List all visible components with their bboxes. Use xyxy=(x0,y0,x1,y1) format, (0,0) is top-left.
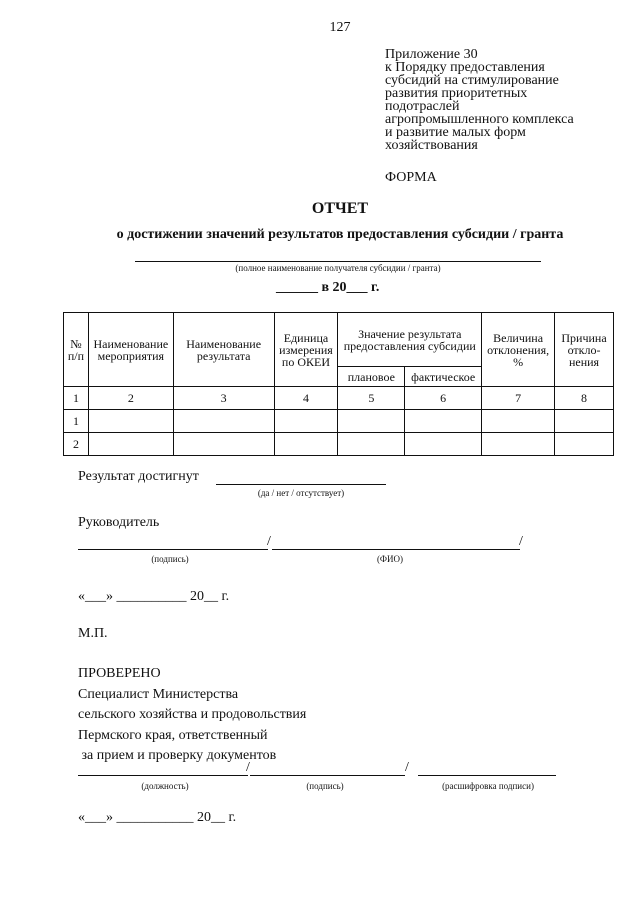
index-cell: 7 xyxy=(482,387,555,410)
checked-line: ПРОВЕРЕНО xyxy=(78,666,161,681)
signature-caption: (подпись) xyxy=(306,781,344,791)
position-field[interactable] xyxy=(78,775,248,776)
head-signature-field[interactable] xyxy=(78,549,268,550)
separator-slash: / xyxy=(267,534,271,549)
checked-block xyxy=(78,664,306,767)
index-cell: 6 xyxy=(405,387,482,410)
table-index-row xyxy=(64,387,614,410)
appendix-line: развития приоритетных xyxy=(385,86,528,101)
separator-slash: / xyxy=(246,760,250,775)
date-line: «___» ___________ 20__ г. xyxy=(78,810,237,825)
table-cell[interactable] xyxy=(338,410,405,433)
appendix-line: и развитие малых форм xyxy=(385,125,526,140)
table-cell[interactable] xyxy=(405,433,482,456)
header-num: № п/п xyxy=(64,313,89,387)
table-cell[interactable] xyxy=(88,433,173,456)
recipient-line xyxy=(135,261,541,262)
checked-line: за прием и проверку документов xyxy=(78,748,277,763)
separator-slash: / xyxy=(405,760,409,775)
index-cell: 3 xyxy=(173,387,274,410)
header-result: Наименование результата xyxy=(173,313,274,387)
position-caption: (должность) xyxy=(141,781,189,791)
checked-line: сельского хозяйства и продовольствия xyxy=(78,707,307,722)
table-cell[interactable] xyxy=(274,433,338,456)
form-label: ФОРМА xyxy=(385,170,437,185)
stamp-place: М.П. xyxy=(78,626,108,641)
table-cell[interactable] xyxy=(88,410,173,433)
table-cell[interactable] xyxy=(555,433,614,456)
header-actual: фактическое xyxy=(405,367,482,387)
table-cell: 2 xyxy=(64,433,89,456)
appendix-line: субсидий на стимулирование xyxy=(385,73,559,88)
checked-line: Специалист Министерства xyxy=(78,686,239,702)
table-cell[interactable] xyxy=(173,410,274,433)
index-cell: 1 xyxy=(64,387,89,410)
appendix-line: хозяйствования xyxy=(385,138,478,153)
signature-caption: (подпись) xyxy=(151,554,189,564)
fio-caption: (ФИО) xyxy=(376,554,404,564)
appendix-line: к Порядку предоставления xyxy=(385,60,545,75)
checked-line: Пермского края, ответственный xyxy=(78,727,268,743)
appendix-line: агропромышленного комплекса xyxy=(385,112,574,127)
table-cell[interactable] xyxy=(173,433,274,456)
appendix-line: Приложение 30 xyxy=(385,47,478,62)
header-planned: плановое xyxy=(338,367,405,387)
report-subtitle: о достижении значений результатов предоставления субсидии / гранта xyxy=(116,227,564,242)
result-achieved-field[interactable] xyxy=(216,484,386,485)
report-period: ______ в 20___ г. xyxy=(276,280,380,295)
report-title: ОТЧЕТ xyxy=(311,200,369,217)
head-label: Руководитель xyxy=(78,515,160,530)
table-cell[interactable] xyxy=(482,433,555,456)
recipient-caption: (полное наименование получателя субсидии / гранта) xyxy=(235,263,441,273)
date-line: «___» __________ 20__ г. xyxy=(78,589,230,604)
separator-slash: / xyxy=(519,534,523,549)
table-cell[interactable] xyxy=(274,410,338,433)
header-reason: Причина откло-нения xyxy=(555,313,614,387)
index-cell: 5 xyxy=(338,387,405,410)
result-achieved-label: Результат достигнут xyxy=(78,469,199,484)
table-row xyxy=(64,433,614,456)
index-cell: 8 xyxy=(555,387,614,410)
table-cell[interactable] xyxy=(338,433,405,456)
head-fio-field[interactable] xyxy=(272,549,520,550)
table-row xyxy=(64,410,614,433)
table-cell[interactable] xyxy=(482,410,555,433)
header-unit: Единица измерения по ОКЕИ xyxy=(274,313,338,387)
table-cell[interactable] xyxy=(555,410,614,433)
index-cell: 4 xyxy=(274,387,338,410)
decode-caption: (расшифровка подписи) xyxy=(442,781,534,791)
appendix-block xyxy=(385,48,625,152)
signature-decode-field[interactable] xyxy=(418,775,556,776)
result-achieved-caption: (да / нет / отсутствует) xyxy=(257,488,345,498)
index-cell: 2 xyxy=(88,387,173,410)
table-cell: 1 xyxy=(64,410,89,433)
table-cell[interactable] xyxy=(405,410,482,433)
results-table xyxy=(63,312,614,456)
page-number: 127 xyxy=(329,20,351,35)
specialist-signature-field[interactable] xyxy=(250,775,405,776)
header-event: Наименование мероприятия xyxy=(88,313,173,387)
header-value-group: Значение результата предоставления субсидии xyxy=(338,313,482,367)
header-deviation: Величина отклонения, % xyxy=(482,313,555,387)
appendix-line: подотраслей xyxy=(385,99,460,114)
